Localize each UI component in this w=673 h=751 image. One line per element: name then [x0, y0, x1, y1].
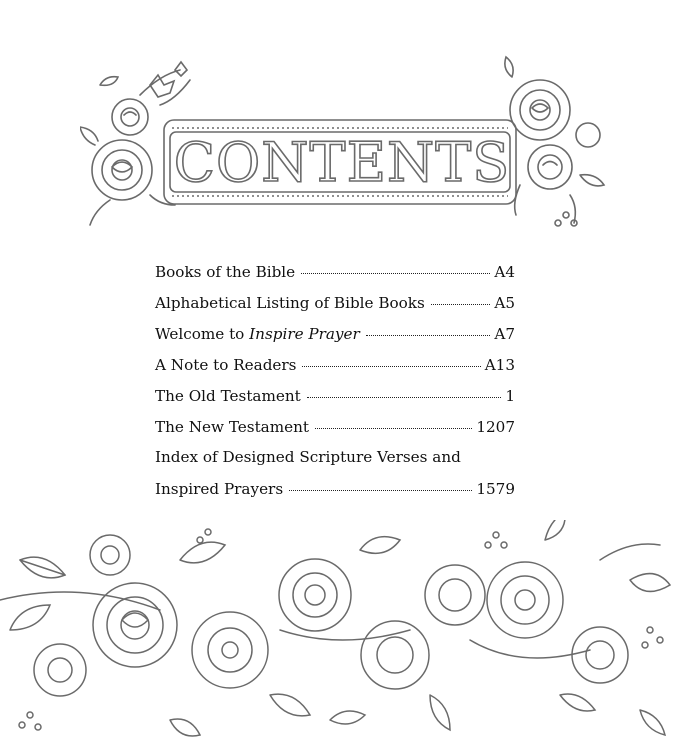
toc-entry-page: A4 — [494, 263, 515, 281]
toc-entry-alphabetical-listing[interactable] — [155, 293, 515, 315]
toc-entry-title-plain: Welcome to — [155, 325, 245, 343]
toc-entry-new-testament[interactable] — [155, 417, 515, 439]
toc-entry-old-testament[interactable] — [155, 386, 515, 408]
toc-entry-title: Inspired Prayers — [155, 480, 284, 498]
toc-entry-page: 1207 — [476, 418, 515, 436]
page-title: CONTENTS — [173, 131, 511, 194]
floral-border-icon — [0, 520, 673, 747]
toc-entry-books-of-the-bible[interactable] — [155, 262, 515, 284]
dot-leader — [366, 321, 491, 336]
toc-entry-page: 1 — [505, 387, 515, 405]
floral-border — [0, 520, 673, 747]
dot-leader — [302, 352, 480, 367]
toc-entry-title: A Note to Readers — [155, 356, 297, 374]
toc-entry-title: The Old Testament — [155, 387, 301, 405]
dot-leader — [289, 476, 472, 491]
toc-entry-page: 1579 — [476, 480, 515, 498]
toc-entry-page: A7 — [494, 325, 515, 343]
toc-entry-welcome[interactable] — [155, 324, 515, 346]
dot-leader — [315, 414, 472, 429]
dot-leader — [301, 259, 490, 274]
dot-leader — [431, 290, 491, 305]
dot-leader — [307, 383, 502, 398]
toc-entry-page: A5 — [494, 294, 515, 312]
toc-entry-note-to-readers[interactable] — [155, 355, 515, 377]
toc-entry-title — [155, 325, 366, 343]
toc-entry-title: Books of the Bible — [155, 263, 296, 281]
toc-entry-index-line1[interactable]: Index of Designed Scripture Verses and — [155, 448, 461, 466]
toc-entry-page: A13 — [484, 356, 515, 374]
toc-entry-title: Alphabetical Listing of Bible Books — [155, 294, 425, 312]
toc-entry-title-italic: Inspire Prayer — [249, 325, 360, 343]
toc-entry-title: The New Testament — [155, 418, 309, 436]
toc-entry-index[interactable] — [155, 479, 515, 501]
